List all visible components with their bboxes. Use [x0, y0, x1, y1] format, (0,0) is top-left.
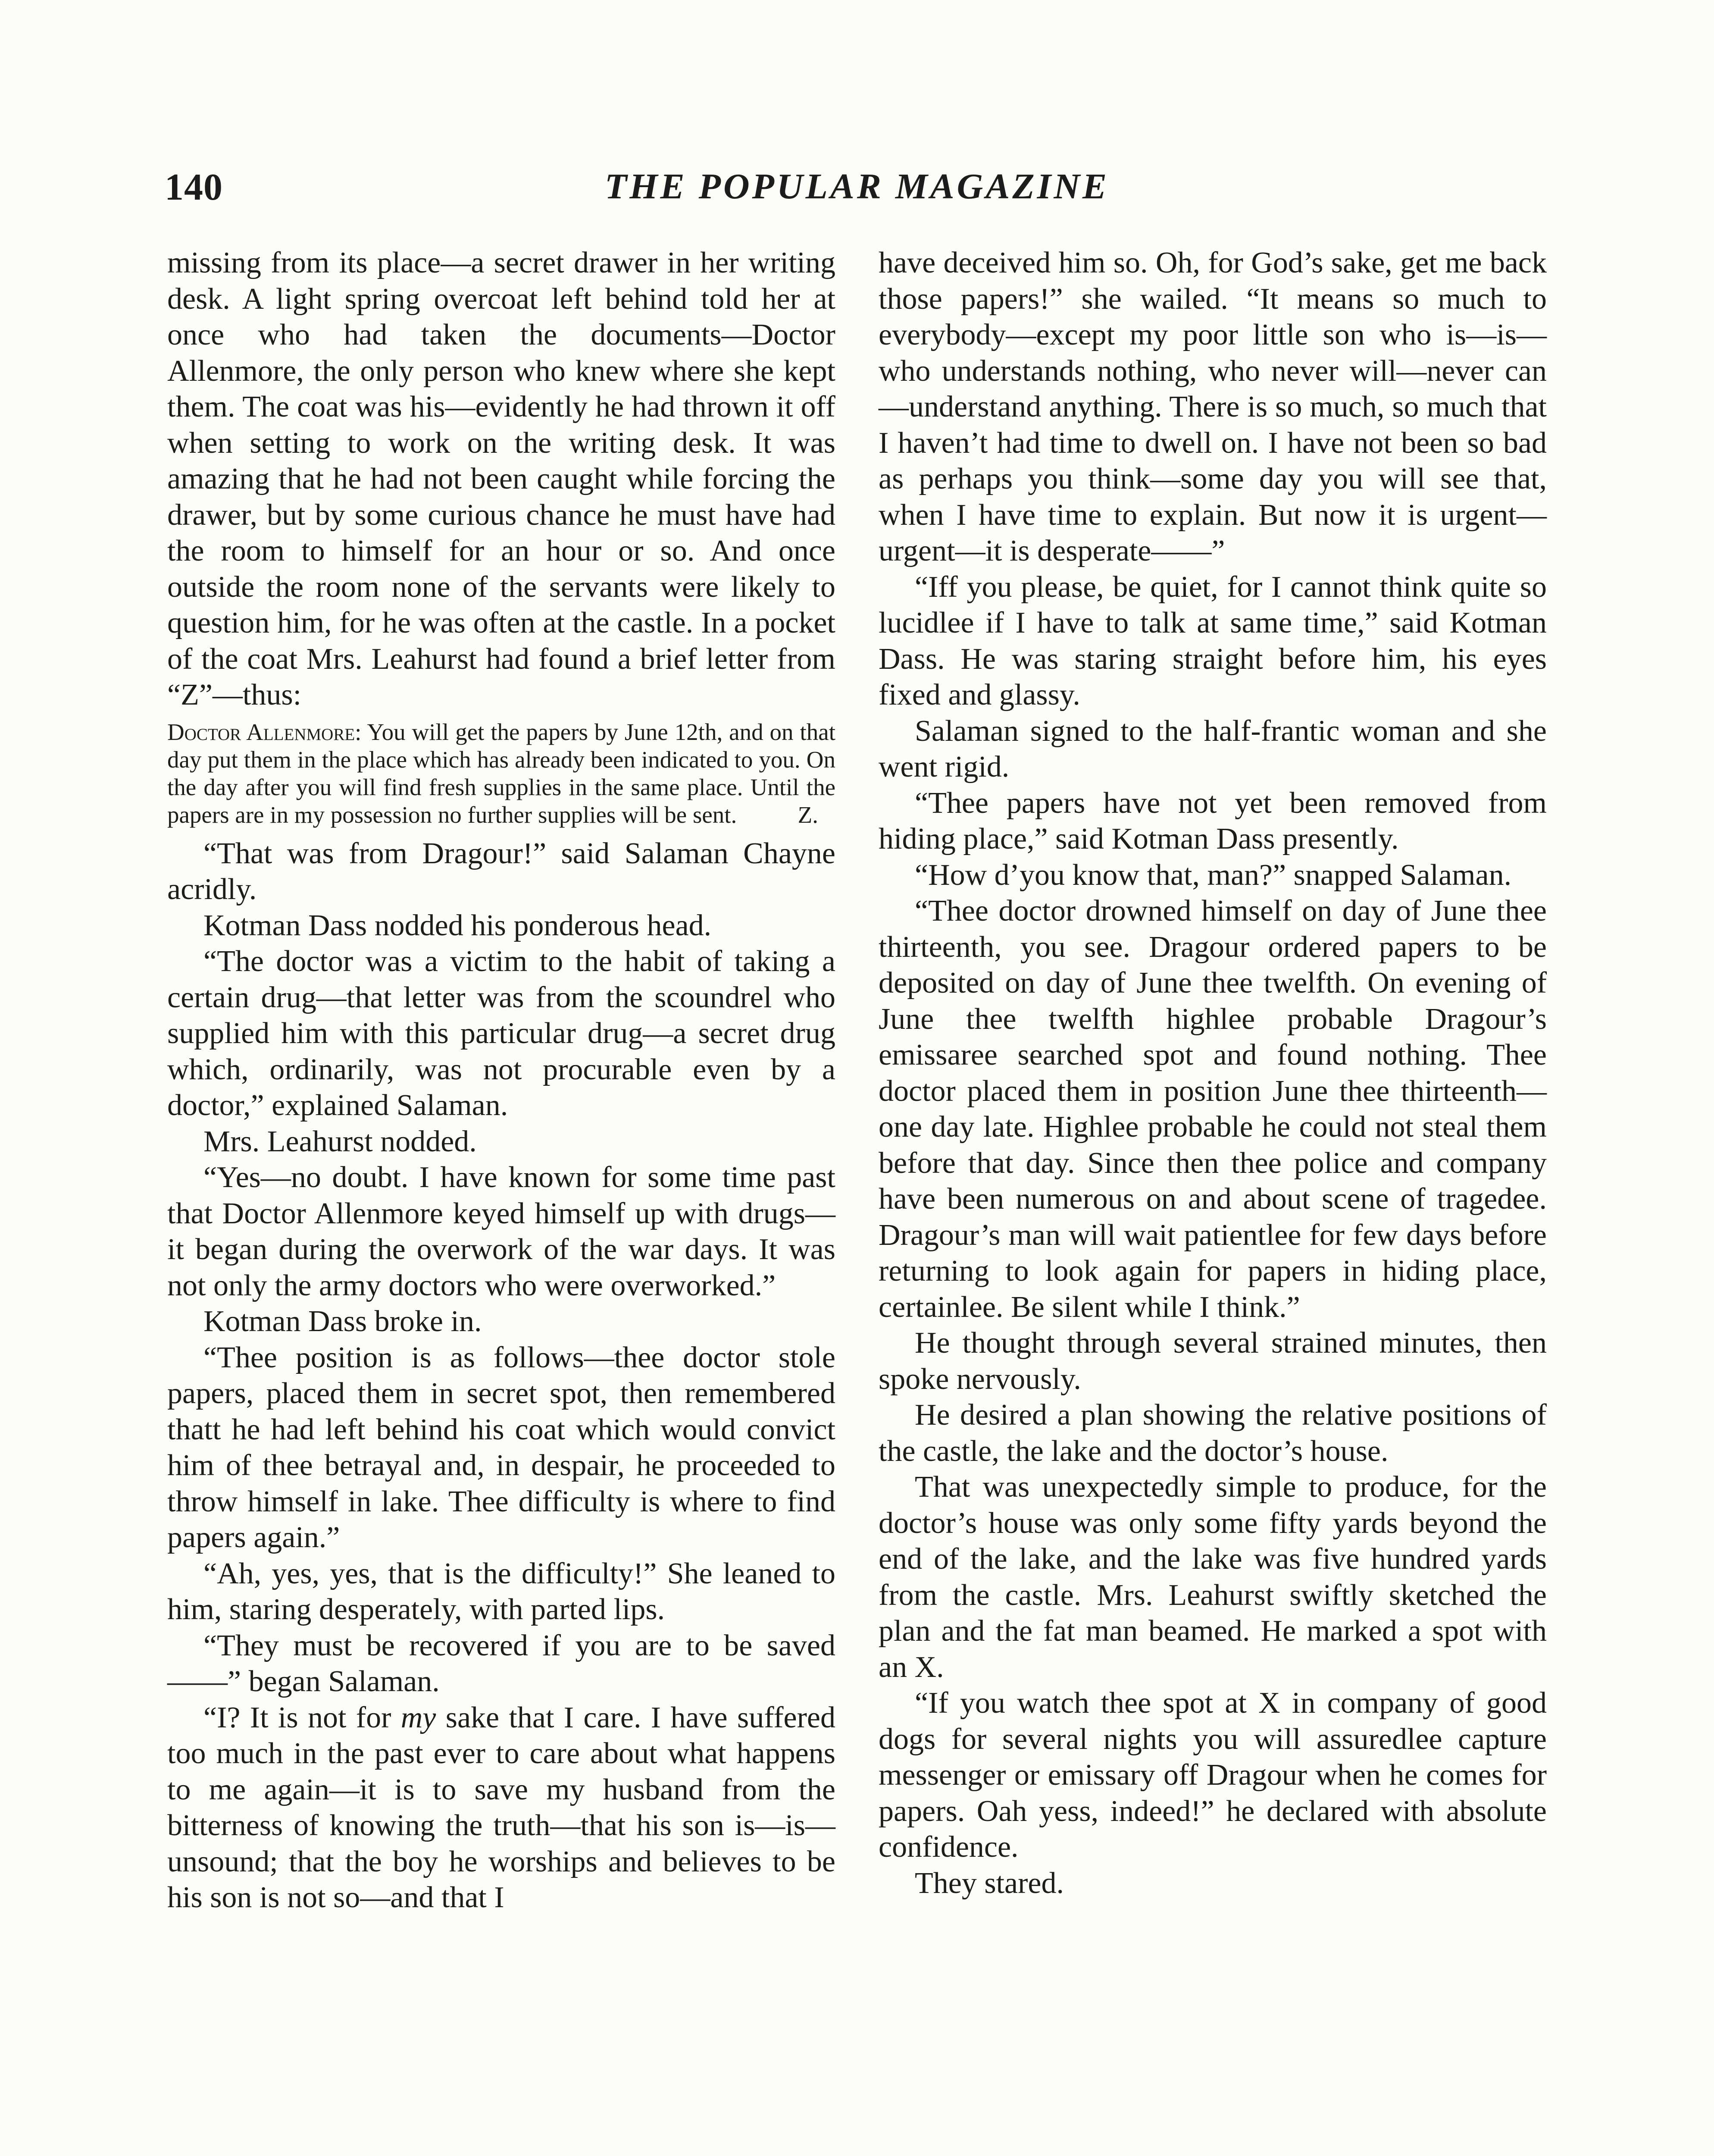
left-text-column	[167, 245, 835, 1916]
letter-signature: Z.	[798, 801, 818, 828]
paragraph: “If you watch thee spot at X in company of good dogs for several nights you will assuredlee capture messenger or emissary off Dragour when he comes for papers. Oah yess, indeed!” he declared with absolute confidence.	[879, 1686, 1547, 1864]
paragraph: have deceived him so. Oh, for God’s sake, get me back those papers!” she wailed. “It means so much to everybody—except my poor little son who is—is—who understands nothing, who never will—never can—understand anything. There is so much, so much that I haven’t had time to dwell on. I have not been so bad as perhaps you think—some day you will see that, when I have time to explain. But now it is urgent—urgent—it is desperate——”	[879, 246, 1547, 567]
paragraph: “Yes—no doubt. I have known for some time past that Doctor Allenmore keyed himself up with drugs—it began during the overwork of the war days. It was not only the army doctors who were overworked.”	[167, 1161, 835, 1302]
paragraph: Salaman signed to the half-frantic woman and she went rigid.	[879, 714, 1547, 783]
paragraph	[167, 1700, 835, 1916]
page-number: 140	[165, 166, 223, 208]
running-header-title: THE POPULAR MAGAZINE	[604, 166, 1110, 207]
paragraph: He desired a plan showing the relative positions of the castle, the lake and the doctor’s house.	[879, 1398, 1547, 1468]
paragraph: Mrs. Leahurst nodded.	[203, 1125, 477, 1158]
italic-text: my	[400, 1701, 436, 1734]
paragraph: Kotman Dass nodded his ponderous head.	[203, 909, 712, 942]
letter-salutation: Doctor Allenmore:	[167, 718, 362, 745]
paragraph: They stared.	[915, 1866, 1064, 1900]
paragraph: “Thee papers have not yet been removed from hiding place,” said Kotman Dass presently.	[879, 786, 1547, 856]
paragraph: “Thee doctor drowned himself on day of June thee thirteenth, you see. Dragour ordered papers to be deposited on day of June thee twelfth. On evening of June thee twelfth highlee probable Dragour’s emissaree searched spot and found nothing. Thee doctor placed them in position June thee thirteenth—one day late. Highlee probable he could not steal them before that day. Since then thee police and company have been numerous on and about scene of tragedee. Dragour’s man will wait patientlee for few days before returning to look again for papers in hiding place, certainlee. Be silent while I think.”	[879, 894, 1547, 1324]
paragraph: That was unexpectedly simple to produce, for the doctor’s house was only some fifty yards beyond the end of the lake, and the lake was five hundred yards from the castle. Mrs. Leahurst swiftly sketched the plan and the fat man beamed. He marked a spot with an X.	[879, 1470, 1547, 1684]
paragraph: He thought through several strained minutes, then spoke nervously.	[879, 1326, 1547, 1396]
quoted-letter	[167, 718, 835, 829]
paragraph: missing from its place—a secret drawer in her writing desk. A light spring overcoat left behind told her at once who had taken the documents—Doctor Allenmore, the only person who knew where she kept them. The coat was his—evidently he had thrown it off when setting to work on the writing desk. It was amazing that he had not been caught while forcing the drawer, but by some curious chance he must have had the room to himself for an hour or so. And once outside the room none of the servants were likely to question him, for he was often at the castle. In a pocket of the coat Mrs. Leahurst had found a brief letter from “Z”—thus:	[167, 246, 835, 711]
paragraph: “Thee position is as follows—thee doctor stole papers, placed them in secret spot, then remembered thatt he had left behind his coat which would convict him of thee betrayal and, in despair, he proceeded to throw himself in lake. Thee difficulty is where to find papers again.”	[167, 1341, 835, 1554]
text-run: sake that I care. I have suffered too much in the past ever to care about what happens to me again—it is to save my husband from the bitterness of knowing the truth—that his son is—is—unsound; that the boy he worships and believes to be his son is not so—and that I	[167, 1701, 836, 1914]
paragraph: “The doctor was a victim to the habit of taking a certain drug—that letter was from the scoundrel who supplied him with this particular drug—a secret drug which, ordinarily, was not procurable even by a doctor,” explained Salaman.	[167, 945, 835, 1122]
paragraph: Kotman Dass broke in.	[203, 1305, 482, 1338]
letter-body: You will get the papers by June 12th, and on that day put them in the place which has already been indicated to you. On the day after you will find fresh supplies in the same place. Until the papers are in my possession no further supplies will be sent.	[167, 718, 835, 828]
text-run: “I? It is not for	[203, 1701, 401, 1734]
paragraph: “How d’you know that, man?” snapped Salaman.	[915, 858, 1512, 892]
paragraph: “Iff you please, be quiet, for I cannot think quite so lucidlee if I have to talk at same time,” said Kotman Dass. He was staring straight before him, his eyes fixed and glassy.	[879, 570, 1547, 711]
paragraph: “They must be recovered if you are to be saved——” began Salaman.	[167, 1629, 835, 1698]
right-text-column	[879, 245, 1547, 1901]
paragraph: “That was from Dragour!” said Salaman Chayne acridly.	[167, 837, 835, 906]
paragraph: “Ah, yes, yes, that is the difficulty!” She leaned to him, staring desperately, with parted lips.	[167, 1557, 835, 1626]
